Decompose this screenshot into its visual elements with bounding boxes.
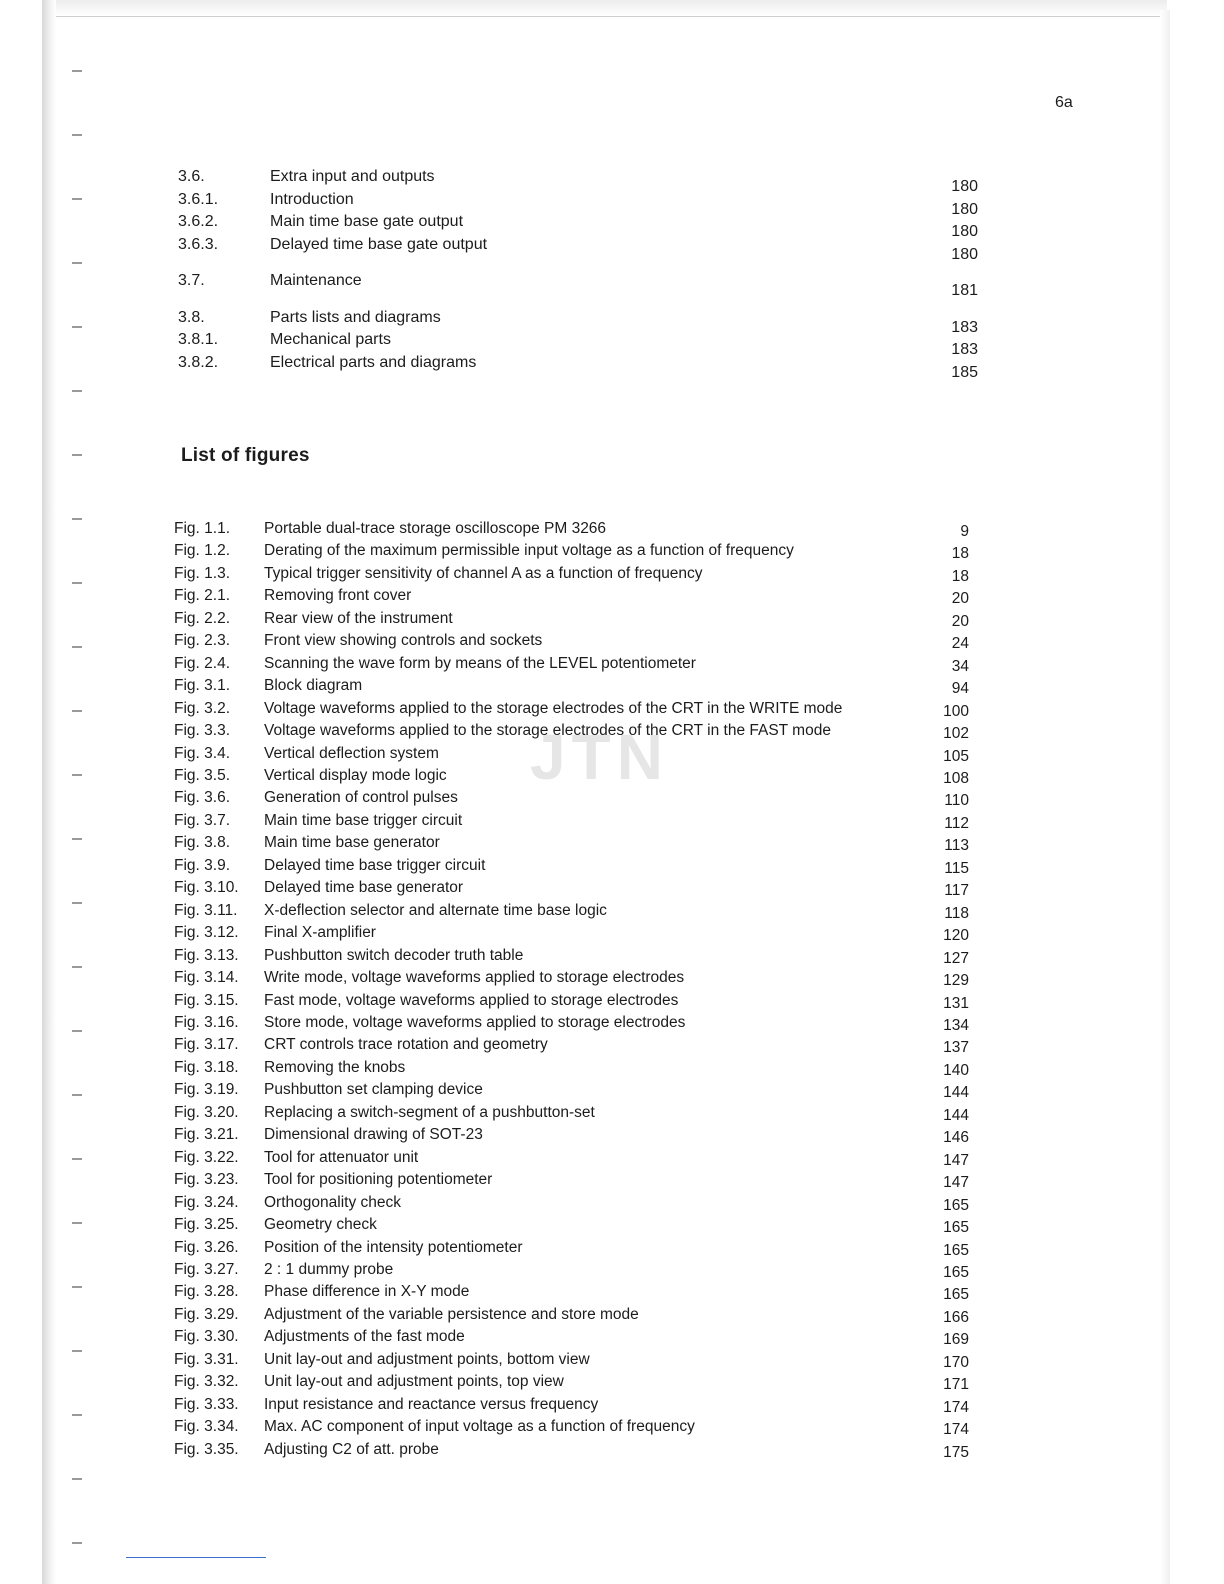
figure-entry-title: Adjustments of the fast mode — [264, 1328, 465, 1346]
toc-entry — [178, 352, 978, 381]
binding-hole-mark — [72, 390, 82, 392]
figure-entry-number: Fig. 3.15. — [174, 991, 239, 1009]
toc-entry-number: 3.8.2. — [178, 353, 219, 371]
figure-entry — [174, 1124, 969, 1146]
binding-hole-mark — [72, 1094, 82, 1096]
toc-entry-page: 181 — [951, 282, 978, 299]
binding-hole-mark — [72, 198, 82, 200]
binding-hole-mark — [72, 1478, 82, 1480]
figure-entry-number: Fig. 3.17. — [174, 1036, 239, 1054]
figure-entry-title: Typical trigger sensitivity of channel A as a function of frequency — [264, 564, 703, 582]
watermark: JTN — [530, 721, 669, 793]
binding-hole-mark — [72, 966, 82, 968]
figure-entry-page: 165 — [943, 1219, 969, 1237]
figure-entry-title: Input resistance and reactance versus frequency — [264, 1395, 599, 1413]
figure-entry-number: Fig. 1.1. — [174, 520, 230, 537]
figure-entry — [174, 1214, 969, 1236]
figure-entry — [174, 1147, 969, 1169]
figure-entry-page: 140 — [943, 1061, 969, 1079]
figure-entry-title: Removing front cover — [264, 587, 412, 605]
figure-entry-title: Pushbutton set clamping device — [264, 1081, 483, 1099]
binding-hole-mark — [72, 1542, 82, 1544]
figure-entry-page: 175 — [943, 1443, 969, 1461]
figure-entry-page: 120 — [943, 927, 969, 945]
figure-entry — [174, 743, 969, 765]
contents-list — [178, 166, 978, 381]
figure-entry-number: Fig. 3.1. — [174, 677, 230, 695]
toc-entry-title: Extra input and outputs — [270, 168, 435, 185]
figure-entry-number: Fig. 3.23. — [174, 1171, 239, 1189]
toc-entry-page: 183 — [951, 341, 978, 358]
figure-entry-number: Fig. 3.4. — [174, 744, 230, 762]
footnote-rule — [126, 1557, 266, 1558]
figure-entry — [174, 945, 969, 967]
figure-entry — [174, 1416, 969, 1438]
binding-hole-mark — [72, 326, 82, 328]
figure-entry-page: 127 — [943, 949, 969, 967]
binding-hole-mark — [72, 1286, 82, 1288]
figure-entry-page: 170 — [943, 1353, 969, 1371]
figure-entry-title: Main time base generator — [264, 834, 440, 852]
toc-entry-number: 3.6.2. — [178, 213, 219, 230]
toc-entry-page: 180 — [951, 178, 978, 195]
figure-entry-number: Fig. 3.16. — [174, 1013, 239, 1031]
figure-entry — [174, 967, 969, 989]
figure-entry-number: Fig. 3.8. — [174, 834, 230, 852]
figure-entry-title: Tool for attenuator unit — [264, 1148, 419, 1166]
binding-hole-mark — [72, 1222, 82, 1224]
figure-entry-title: Delayed time base trigger circuit — [264, 856, 486, 874]
figure-entry — [174, 540, 969, 562]
figure-entry-page: 24 — [951, 635, 969, 653]
figure-entry-page: 34 — [951, 657, 969, 675]
figure-entry-number: Fig. 3.2. — [174, 699, 230, 717]
toc-entry-page: 180 — [951, 200, 978, 218]
toc-entry-page: 180 — [951, 223, 978, 240]
toc-entry-title: Mechanical parts — [270, 331, 391, 348]
figure-entry — [174, 1439, 969, 1461]
figure-entry-title: Generation of control pulses — [264, 789, 458, 807]
figure-entry-title: Voltage waveforms applied to the storage electrodes of the CRT in the WRITE mode — [264, 699, 843, 717]
figure-entry-page: 118 — [944, 904, 969, 922]
binding-hole-mark — [72, 710, 82, 712]
figure-entry-page: 147 — [943, 1174, 969, 1192]
figure-entry — [174, 1371, 969, 1393]
figure-entry-title: Delayed time base generator — [264, 879, 464, 897]
figure-entry-page: 144 — [943, 1106, 969, 1124]
figure-entry-number: Fig. 3.35. — [174, 1440, 239, 1458]
figure-entry-number: Fig. 1.3. — [174, 564, 230, 582]
figure-entry-title: Removing the knobs — [264, 1058, 406, 1076]
figure-entry — [174, 675, 969, 697]
figure-entry-title: Block diagram — [264, 677, 363, 695]
figure-entry-page: 9 — [960, 523, 969, 540]
figure-entry-title: Derating of the maximum permissible input voltage as a function of frequency — [264, 542, 794, 560]
binding-hole-mark — [72, 518, 82, 520]
figure-entry-title: Scanning the wave form by means of the LEVEL potentiometer — [264, 654, 696, 672]
figure-entry-number: Fig. 3.25. — [174, 1216, 239, 1234]
figure-entry — [174, 787, 969, 809]
figures-heading: List of figures — [181, 445, 310, 466]
figure-entry — [174, 765, 969, 787]
figure-entry — [174, 1034, 969, 1056]
figure-entry-page: 165 — [943, 1263, 969, 1281]
figure-entry-number: Fig. 3.31. — [174, 1350, 239, 1368]
binding-hole-mark — [72, 134, 82, 136]
toc-entry-number: 3.7. — [178, 272, 205, 289]
figure-entry-page: 117 — [944, 882, 969, 900]
binding-holes — [66, 40, 96, 1560]
binding-hole-mark — [72, 262, 82, 264]
figure-entry-title: 2 : 1 dummy probe — [264, 1260, 394, 1278]
figure-entry-number: Fig. 3.13. — [174, 946, 239, 964]
figure-entry — [174, 1237, 969, 1259]
toc-entry-page: 180 — [951, 245, 978, 263]
figure-entry-number: Fig. 2.1. — [174, 587, 230, 605]
figure-entry-title: Phase difference in X-Y mode — [264, 1283, 470, 1301]
figure-entry-title: Store mode, voltage waveforms applied to storage electrodes — [264, 1013, 686, 1031]
figure-entry-title: Adjustment of the variable persistence and store mode — [264, 1305, 639, 1323]
figure-entry-page: 115 — [944, 859, 969, 877]
toc-entry — [178, 211, 978, 240]
figure-entry-number: Fig. 3.18. — [174, 1058, 239, 1076]
figure-entry-number: Fig. 3.14. — [174, 969, 239, 987]
figure-entry — [174, 855, 969, 877]
figure-entry-title: Dimensional drawing of SOT-23 — [264, 1126, 483, 1144]
figure-entry-number: Fig. 1.2. — [174, 542, 230, 560]
figure-entry-title: Vertical deflection system — [264, 744, 439, 762]
figure-entry — [174, 698, 969, 720]
binding-hole-mark — [72, 1030, 82, 1032]
binding-hole-mark — [72, 1350, 82, 1352]
figure-entry-title: Rear view of the instrument — [264, 609, 453, 627]
figure-entry — [174, 1326, 969, 1348]
figure-entry-number: Fig. 3.11. — [174, 901, 238, 919]
figure-entry-title: Orthogonality check — [264, 1193, 401, 1211]
figure-entry — [174, 1304, 969, 1326]
figure-entry-title: Max. AC component of input voltage as a function of frequency — [264, 1418, 695, 1436]
figure-entry — [174, 1349, 969, 1371]
figure-entry-page: 171 — [943, 1376, 969, 1394]
figure-entry-page: 113 — [944, 837, 969, 855]
figure-entry-number: Fig. 3.24. — [174, 1193, 239, 1211]
figure-entry-page: 20 — [951, 612, 969, 630]
toc-entry-title: Electrical parts and diagrams — [270, 353, 477, 371]
figure-entry-page: 165 — [943, 1286, 969, 1304]
figure-entry-page: 174 — [943, 1398, 969, 1416]
figure-entry-number: Fig. 3.12. — [174, 924, 239, 942]
figure-entry-page: 18 — [951, 567, 969, 585]
figure-entry-number: Fig. 3.26. — [174, 1238, 239, 1256]
figure-entry — [174, 1012, 969, 1034]
figure-entry-number: Fig. 3.20. — [174, 1103, 239, 1121]
binding-edge — [42, 0, 56, 1584]
figure-entry-page: 169 — [943, 1331, 969, 1349]
figure-entry — [174, 1102, 969, 1124]
figure-entry-number: Fig. 3.29. — [174, 1305, 239, 1323]
figure-entry-page: 166 — [943, 1308, 969, 1326]
figure-entry — [174, 990, 969, 1012]
toc-entry — [178, 234, 978, 263]
page-number: 6a — [1055, 94, 1073, 111]
figure-entry-page: 134 — [943, 1016, 969, 1034]
figure-entry — [174, 1169, 969, 1191]
toc-entry-title: Parts lists and diagrams — [270, 308, 441, 326]
figure-entry-title: Pushbutton switch decoder truth table — [264, 946, 524, 964]
figure-entry-number: Fig. 3.27. — [174, 1260, 239, 1278]
figure-entry-number: Fig. 2.3. — [174, 632, 230, 650]
figure-entry — [174, 518, 969, 540]
figure-entry-page: 108 — [943, 769, 969, 787]
toc-entry-number: 3.8.1. — [178, 331, 219, 348]
binding-hole-mark — [72, 70, 82, 72]
figure-entry-title: Front view showing controls and sockets — [264, 632, 543, 650]
binding-hole-mark — [72, 1414, 82, 1416]
scan-top-edge — [52, 0, 1167, 17]
figure-entry-number: Fig. 2.4. — [174, 654, 230, 672]
toc-entry-page: 185 — [951, 363, 978, 381]
binding-hole-mark — [72, 838, 82, 840]
binding-hole-mark — [72, 902, 82, 904]
binding-hole-mark — [72, 582, 82, 584]
figure-entry-title: Position of the intensity potentiometer — [264, 1238, 523, 1256]
figure-entry-number: Fig. 3.32. — [174, 1373, 239, 1391]
figure-entry — [174, 922, 969, 944]
figure-entry-page: 144 — [943, 1084, 969, 1102]
scan-right-edge — [1160, 10, 1170, 1584]
figure-entry-number: Fig. 3.3. — [174, 722, 230, 740]
figure-entry-page: 18 — [951, 545, 969, 563]
figure-entry-page: 112 — [944, 814, 969, 832]
figure-entry-number: Fig. 3.33. — [174, 1395, 239, 1413]
binding-hole-mark — [72, 1158, 82, 1160]
figure-entry-page: 105 — [943, 747, 969, 765]
figure-entry-page: 102 — [943, 725, 969, 743]
figure-entry-title: CRT controls trace rotation and geometry — [264, 1036, 548, 1054]
figure-entry-page: 110 — [944, 792, 969, 810]
figure-entry — [174, 653, 969, 675]
toc-entry-title: Maintenance — [270, 272, 362, 289]
toc-entry-title: Delayed time base gate output — [270, 235, 488, 253]
figure-entry-number: Fig. 3.9. — [174, 856, 230, 874]
figure-entry — [174, 1394, 969, 1416]
figure-entry-number: Fig. 3.34. — [174, 1418, 239, 1436]
figure-entry-page: 174 — [943, 1421, 969, 1439]
figure-entry-title: Replacing a switch-segment of a pushbutton-set — [264, 1103, 595, 1121]
figure-entry — [174, 1281, 969, 1303]
toc-entry — [178, 307, 978, 336]
figure-entry-page: 131 — [943, 994, 969, 1012]
toc-entry — [178, 270, 978, 299]
figure-entry-title: Unit lay-out and adjustment points, bottom view — [264, 1350, 590, 1368]
toc-entry — [178, 189, 978, 218]
figure-entry — [174, 1079, 969, 1101]
toc-entry-number: 3.6.1. — [178, 190, 219, 208]
figure-entry-page: 165 — [943, 1196, 969, 1214]
figure-entry-number: Fig. 3.19. — [174, 1081, 239, 1099]
figure-entry-title: X-deflection selector and alternate time base logic — [264, 901, 607, 919]
figure-entry — [174, 563, 969, 585]
figure-entry-title: Portable dual-trace storage oscilloscope PM 3266 — [264, 520, 607, 537]
figure-entry-number: Fig. 3.10. — [174, 879, 239, 897]
binding-hole-mark — [72, 774, 82, 776]
toc-entry-number: 3.8. — [178, 308, 205, 326]
figure-entry — [174, 608, 969, 630]
figure-entry-page: 137 — [943, 1039, 969, 1057]
toc-entry-title: Main time base gate output — [270, 213, 464, 230]
figure-entry-number: Fig. 3.22. — [174, 1148, 239, 1166]
toc-entry — [178, 329, 978, 358]
figure-entry-page: 94 — [951, 680, 969, 698]
figure-entry-title: Vertical display mode logic — [264, 766, 447, 784]
binding-hole-mark — [72, 646, 82, 648]
figure-entry — [174, 585, 969, 607]
figure-entry — [174, 630, 969, 652]
figure-entry-title: Unit lay-out and adjustment points, top view — [264, 1373, 564, 1391]
figure-entry-title: Adjusting C2 of att. probe — [264, 1440, 439, 1458]
binding-hole-mark — [72, 454, 82, 456]
figure-entry — [174, 810, 969, 832]
figure-entry-page: 147 — [943, 1151, 969, 1169]
figure-entry-number: Fig. 3.7. — [174, 811, 230, 829]
figure-entry-page: 146 — [943, 1129, 969, 1147]
figure-entry-page: 100 — [943, 702, 969, 720]
figure-entry-number: Fig. 3.30. — [174, 1328, 239, 1346]
figure-entry-number: Fig. 3.21. — [174, 1126, 239, 1144]
figures-list — [174, 518, 969, 1461]
figure-entry-number: Fig. 2.2. — [174, 609, 230, 627]
figure-entry-title: Write mode, voltage waveforms applied to storage electrodes — [264, 969, 685, 987]
figure-entry — [174, 1057, 969, 1079]
figure-entry-page: 20 — [951, 590, 969, 608]
figure-entry-title: Tool for positioning potentiometer — [264, 1171, 493, 1189]
figure-entry — [174, 1259, 969, 1281]
figure-entry-title: Geometry check — [264, 1216, 377, 1234]
figure-entry-number: Fig. 3.28. — [174, 1283, 239, 1301]
figure-entry — [174, 832, 969, 854]
toc-entry-number: 3.6.3. — [178, 235, 219, 253]
figure-entry — [174, 1192, 969, 1214]
toc-entry-title: Introduction — [270, 190, 354, 208]
figure-entry-title: Main time base trigger circuit — [264, 811, 463, 829]
figure-entry-title: Voltage waveforms applied to the storage electrodes of the CRT in the FAST mode — [264, 722, 831, 740]
figure-entry-title: Fast mode, voltage waveforms applied to storage electrodes — [264, 991, 679, 1009]
figure-entry — [174, 720, 969, 742]
figure-entry — [174, 877, 969, 899]
figure-entry-number: Fig. 3.6. — [174, 789, 230, 807]
toc-entry — [178, 166, 978, 195]
figure-entry — [174, 900, 969, 922]
toc-entry-page: 183 — [951, 318, 978, 336]
figure-entry-number: Fig. 3.5. — [174, 766, 230, 784]
figure-entry-page: 129 — [943, 972, 969, 990]
figure-entry-page: 165 — [943, 1241, 969, 1259]
toc-entry-number: 3.6. — [178, 168, 205, 185]
figure-entry-title: Final X-amplifier — [264, 924, 376, 942]
